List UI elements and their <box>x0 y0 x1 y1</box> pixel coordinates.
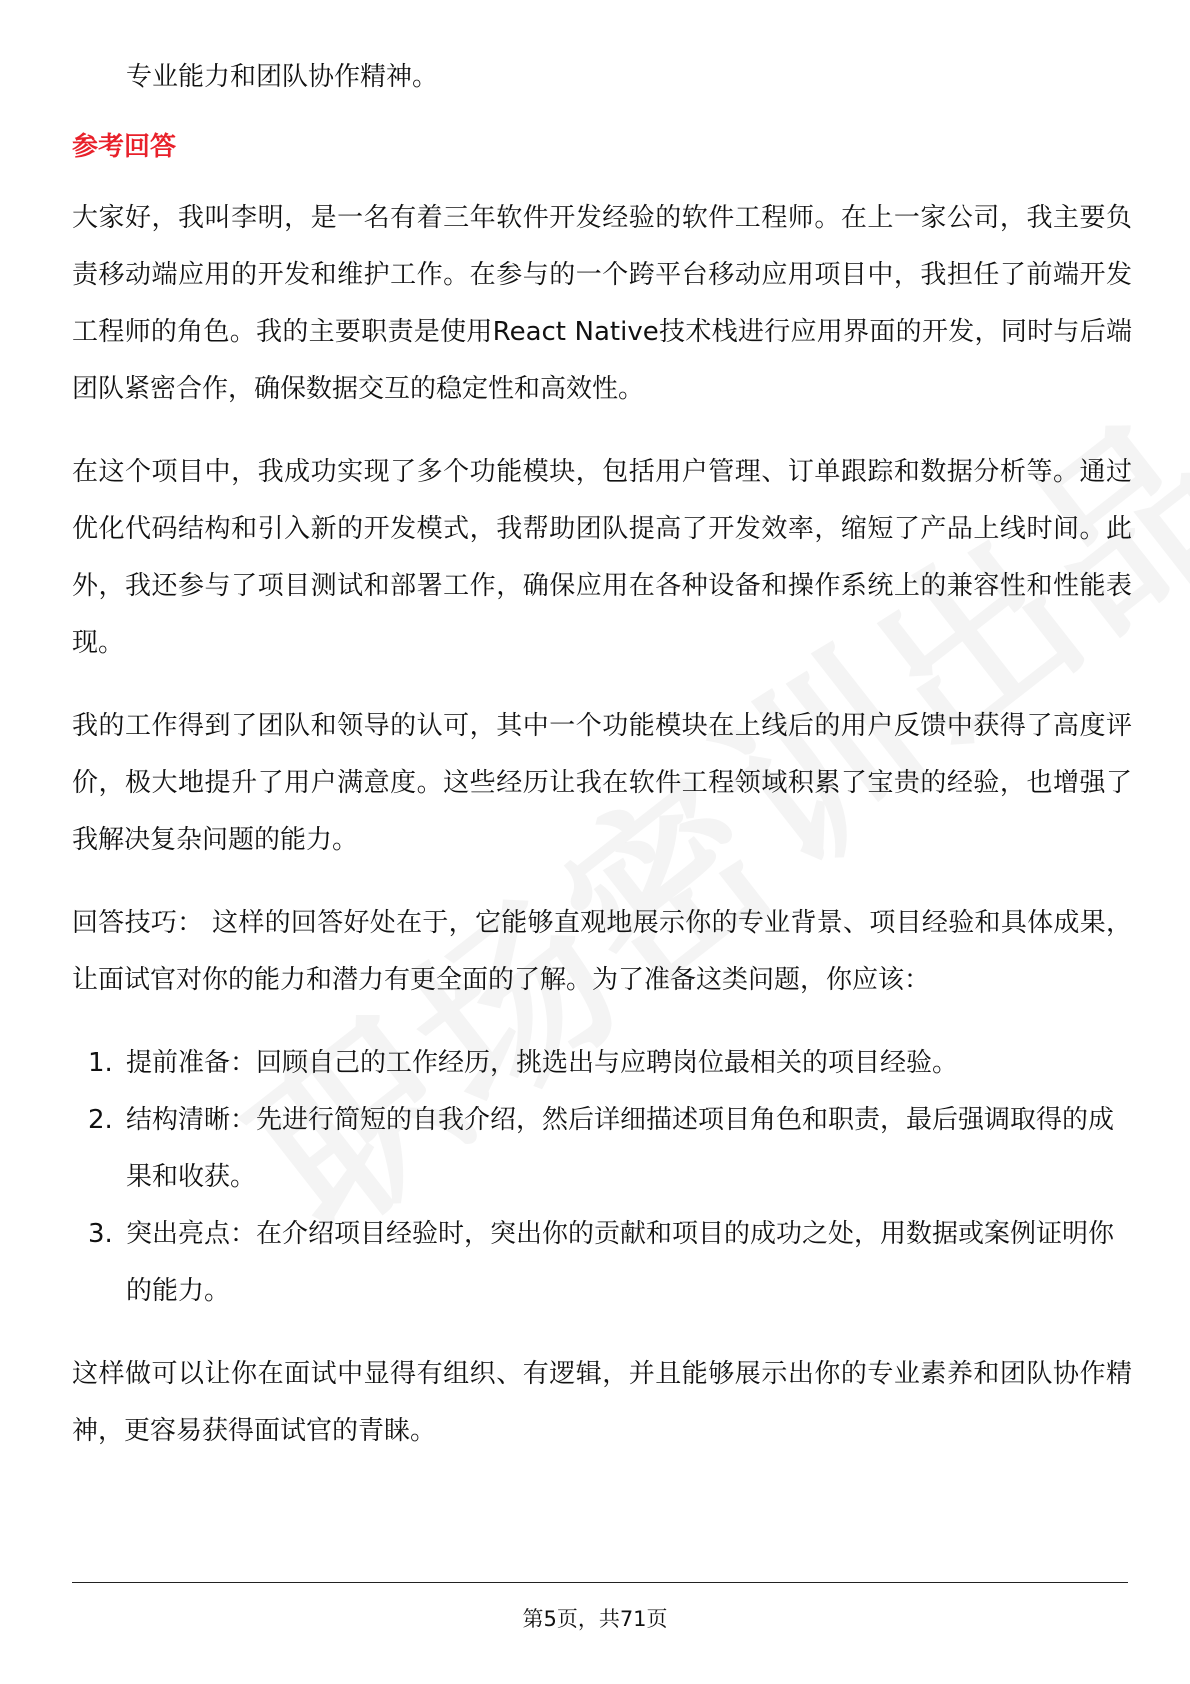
list-item-number: 1. <box>88 1048 113 1078</box>
closing-paragraph: 这样做可以让你在面试中显得有组织、有逻辑，并且能够展示出你的专业素养和团队协作精神，更容易获得面试官的青睐。 <box>72 1359 1132 1446</box>
continuation-line: 专业能力和团队协作精神。 <box>126 62 439 92</box>
answer-paragraph-3: 我的工作得到了团队和领导的认可，其中一个功能模块在上线后的用户反馈中获得了高度评价，极大地提升了用户满意度。这些经历让我在软件工程领域积累了宝贵的经验，也增强了我解决复杂问题的能力。 <box>72 711 1132 855</box>
page-content <box>72 48 1132 1486</box>
page-number: 第5页，共71页 <box>522 1607 668 1631</box>
list-item-text: 结构清晰：先进行简短的自我介绍，然后详细描述项目角色和职责，最后强调取得的成果和收获。 <box>126 1105 1115 1192</box>
tips-list-item <box>72 1092 1132 1206</box>
answer-paragraph-1: 大家好，我叫李明，是一名有着三年软件开发经验的软件工程师。在上一家公司，我主要负责移动端应用的开发和维护工作。在参与的一个跨平台移动应用项目中，我担任了前端开发工程师的角色。我的主要职责是使用React Native技术栈进行应用界面的开发，同时与后端团队紧密合作，确保数据交互的稳定性和高效性。 <box>72 203 1132 404</box>
tips-list-item <box>72 1035 1132 1092</box>
answer-tips-paragraph: 回答技巧： 这样的回答好处在于，它能够直观地展示你的专业背景、项目经验和具体成果，让面试官对你的能力和潜力有更全面的了解。为了准备这类问题，你应该： <box>72 908 1132 995</box>
answer-paragraph-2: 在这个项目中，我成功实现了多个功能模块，包括用户管理、订单跟踪和数据分析等。通过优化代码结构和引入新的开发模式，我帮助团队提高了开发效率，缩短了产品上线时间。此外，我还参与了项目测试和部署工作，确保应用在各种设备和操作系统上的兼容性和性能表现。 <box>72 457 1132 658</box>
tips-list-item <box>72 1206 1132 1320</box>
list-item-text: 突出亮点：在介绍项目经验时，突出你的贡献和项目的成功之处，用数据或案例证明你的能力。 <box>126 1219 1115 1306</box>
list-item-text: 提前准备：回顾自己的工作经历，挑选出与应聘岗位最相关的项目经验。 <box>126 1048 959 1078</box>
section-title: 参考回答 <box>72 132 177 162</box>
list-item-number: 3. <box>88 1219 113 1249</box>
tips-list <box>72 1035 1132 1320</box>
list-item-number: 2. <box>88 1105 113 1135</box>
footer-divider <box>72 1582 1128 1583</box>
